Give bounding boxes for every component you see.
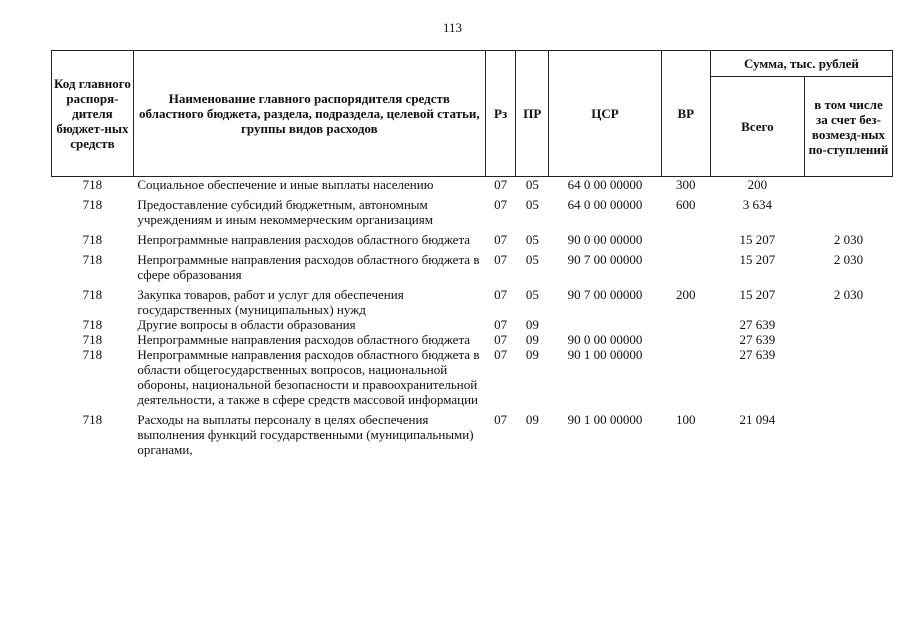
cell-total: 21 094: [739, 412, 776, 427]
budget-table: [51, 50, 893, 462]
header-pr: ПР: [516, 51, 549, 177]
cell-gratis: [804, 177, 892, 198]
cell-rz: 07: [494, 412, 508, 427]
cell-name: Социальное обеспечение и иные выплаты населению: [137, 177, 434, 192]
cell-rz: 07: [494, 177, 508, 192]
header-sum: Сумма, тыс. рублей: [710, 51, 892, 77]
cell-vr: 100: [676, 412, 696, 427]
header-total: Всего: [710, 77, 804, 177]
cell-rz: 07: [494, 232, 508, 247]
cell-gratis: 2 030: [833, 232, 864, 247]
cell-kod: 718: [82, 287, 103, 302]
cell-total: 15 207: [739, 232, 776, 247]
cell-vr: 200: [676, 287, 696, 302]
table-row: [52, 197, 893, 232]
header-csr: ЦСР: [549, 51, 662, 177]
header-vr: ВР: [661, 51, 710, 177]
cell-pr: 09: [525, 332, 539, 347]
cell-csr: 64 0 00 00000: [567, 197, 643, 212]
cell-rz: 07: [494, 252, 508, 267]
cell-rz: 07: [494, 347, 508, 362]
cell-vr: [661, 317, 710, 332]
cell-rz: 07: [494, 317, 508, 332]
cell-name: Другие вопросы в области образования: [137, 317, 356, 332]
table-row: [52, 317, 893, 332]
cell-rz: 07: [494, 332, 508, 347]
cell-pr: 05: [525, 197, 539, 212]
cell-rz: 07: [494, 197, 508, 212]
cell-total: 27 639: [739, 317, 776, 332]
cell-vr: [661, 332, 710, 347]
page-number: 113: [442, 20, 463, 35]
header-name: Наименование главного распорядителя средств областного бюджета, раздела, подраздела, целевой статьи, группы видов расходов: [133, 51, 485, 177]
cell-csr: 90 7 00 00000: [567, 287, 643, 302]
cell-gratis: 2 030: [833, 287, 864, 302]
cell-vr: 600: [676, 197, 696, 212]
header-kod: Код главного распоря-дителя бюджет-ных средств: [52, 51, 134, 177]
cell-gratis: [804, 197, 892, 232]
table-row: [52, 287, 893, 317]
table-row: [52, 177, 893, 198]
cell-name: Непрограммные направления расходов областного бюджета в области общегосударственных вопросов, национальной обороны, национальной безопасности и правоохранительной деятельности, а также в сфере средств массовой информации: [137, 347, 480, 407]
table-row: [52, 232, 893, 252]
cell-name: Непрограммные направления расходов областного бюджета: [137, 232, 471, 247]
cell-rz: 07: [494, 287, 508, 302]
cell-gratis: 2 030: [833, 252, 864, 267]
cell-total: 27 639: [739, 332, 776, 347]
cell-kod: 718: [82, 177, 103, 192]
cell-kod: 718: [82, 317, 103, 332]
cell-pr: 05: [525, 252, 539, 267]
cell-csr: 64 0 00 00000: [567, 177, 643, 192]
table-row: [52, 347, 893, 412]
cell-pr: 05: [525, 232, 539, 247]
cell-total: 15 207: [739, 287, 776, 302]
cell-vr: [661, 232, 710, 252]
cell-pr: 09: [525, 347, 539, 362]
cell-total: 15 207: [739, 252, 776, 267]
cell-gratis: [804, 332, 892, 347]
table-body: [52, 177, 893, 463]
cell-kod: 718: [82, 412, 103, 427]
cell-gratis: [804, 317, 892, 332]
cell-kod: 718: [82, 347, 103, 362]
cell-total: 27 639: [739, 347, 776, 362]
cell-pr: 09: [525, 317, 539, 332]
cell-vr: 300: [676, 177, 696, 192]
cell-kod: 718: [82, 197, 103, 212]
cell-vr: [661, 252, 710, 287]
header-gratis: в том числе за счет без-возмезд-ных по-ступлений: [804, 77, 892, 177]
cell-kod: 718: [82, 252, 103, 267]
table-row: [52, 252, 893, 287]
cell-name: Непрограммные направления расходов областного бюджета в сфере образования: [137, 252, 480, 282]
cell-csr: 90 7 00 00000: [567, 252, 643, 267]
cell-kod: 718: [82, 332, 103, 347]
cell-gratis: [804, 347, 892, 412]
table-row: [52, 412, 893, 462]
cell-csr: 90 0 00 00000: [567, 232, 643, 247]
cell-total: 3 634: [742, 197, 773, 212]
cell-vr: [661, 347, 710, 412]
cell-name: Предоставление субсидий бюджетным, автономным учреждениям и иным некоммерческим организациям: [137, 197, 433, 227]
cell-csr: 90 1 00 00000: [567, 347, 643, 362]
cell-kod: 718: [82, 232, 103, 247]
cell-csr: 90 0 00 00000: [567, 332, 643, 347]
cell-csr: [549, 317, 662, 332]
cell-csr: 90 1 00 00000: [567, 412, 643, 427]
table-row: [52, 332, 893, 347]
cell-gratis: [804, 412, 892, 462]
header-rz: Рз: [485, 51, 516, 177]
cell-pr: 09: [525, 412, 539, 427]
cell-name: Закупка товаров, работ и услуг для обеспечения государственных (муниципальных) нужд: [137, 287, 404, 317]
cell-name: Расходы на выплаты персоналу в целях обеспечения выполнения функций государственными (муниципальными) органами,: [137, 412, 474, 457]
cell-name: Непрограммные направления расходов областного бюджета: [137, 332, 471, 347]
cell-pr: 05: [525, 177, 539, 192]
cell-pr: 05: [525, 287, 539, 302]
cell-total: 200: [747, 177, 768, 192]
